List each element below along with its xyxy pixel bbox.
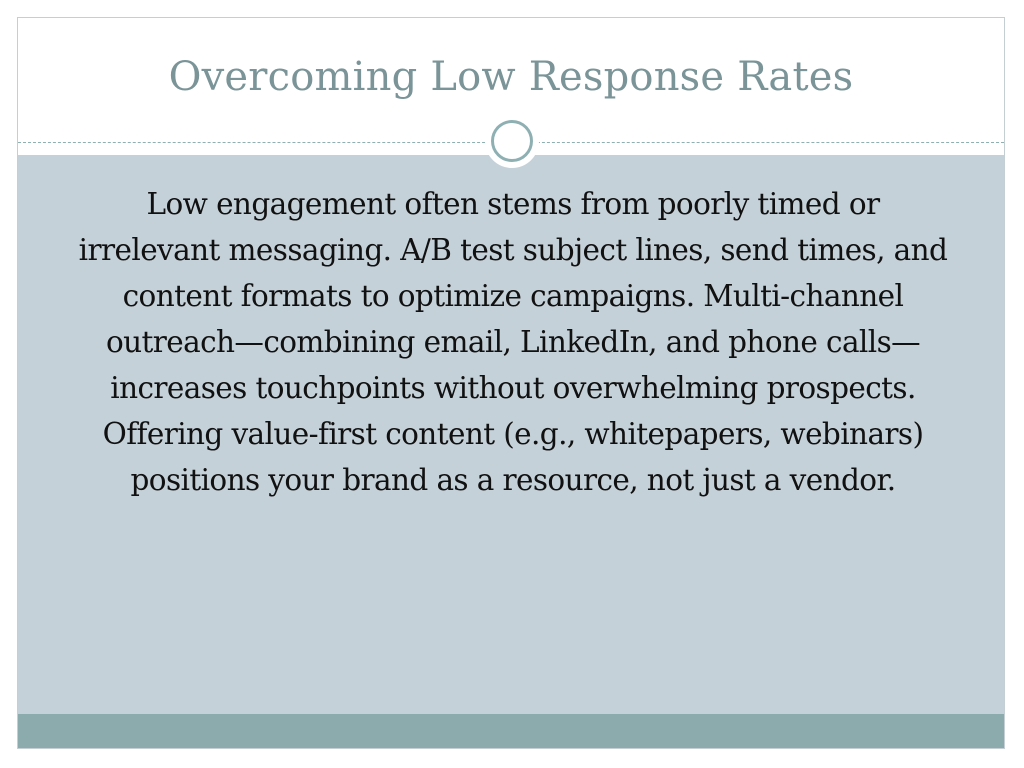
slide	[17, 17, 1005, 749]
circle-ring-icon	[485, 114, 539, 168]
footer-bar	[18, 714, 1004, 748]
ring-inner	[491, 120, 533, 162]
slide-title: Overcoming Low Response Rates	[168, 54, 854, 100]
slide-body-text: Low engagement often stems from poorly timed or irrelevant messaging. A/B test subject lines, send times, and content formats to optimize campaigns. Multi-channel outreach—combining email, LinkedIn, and phone calls—increases touchpoints without overwhelming prospects. Offering value-first content (e.g., whitepapers, webinars) positions your brand as a resource, not just a vendor.	[78, 187, 948, 497]
